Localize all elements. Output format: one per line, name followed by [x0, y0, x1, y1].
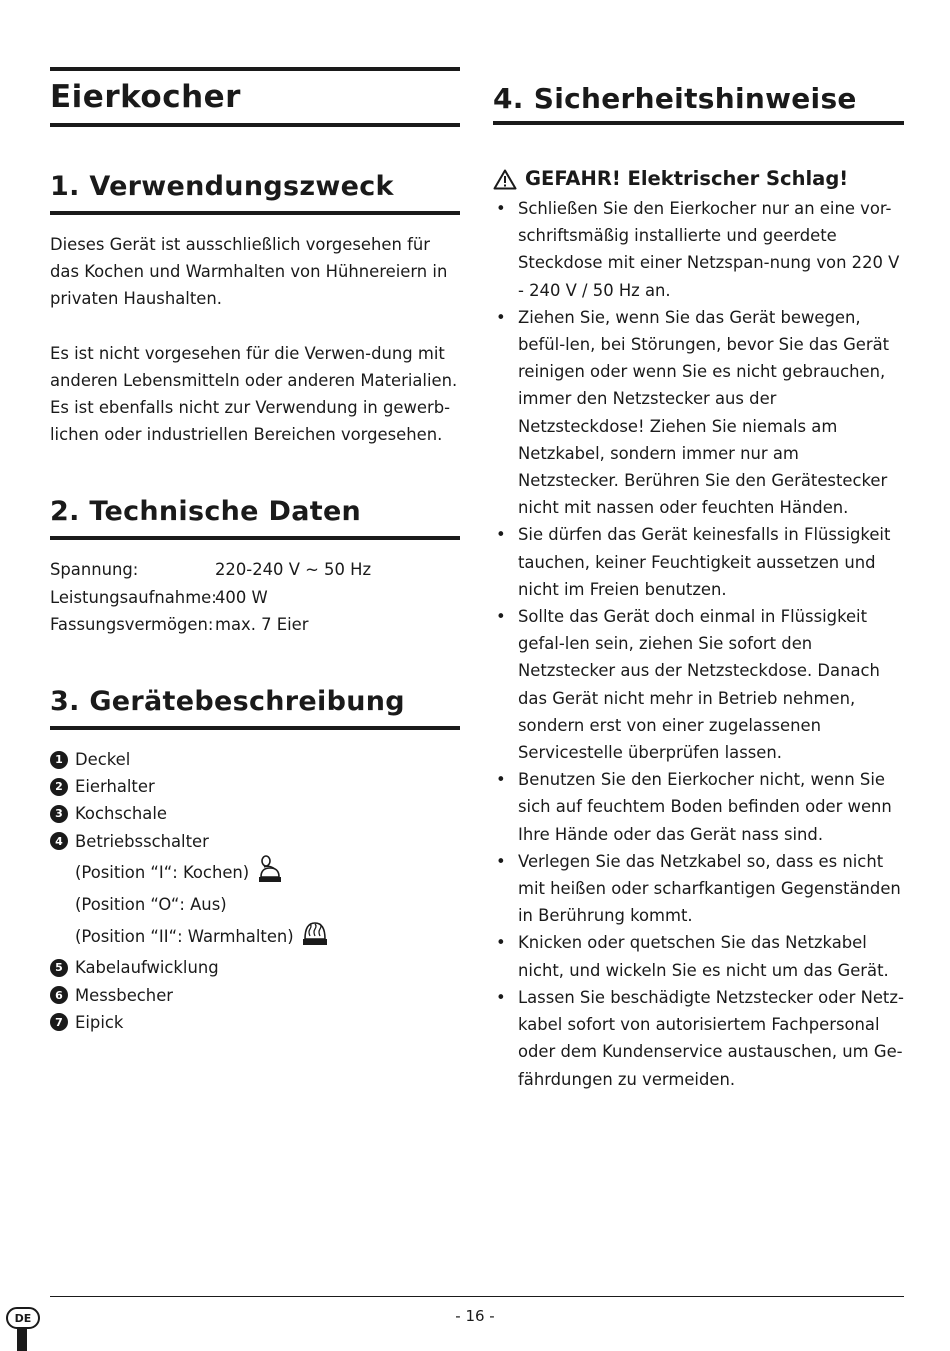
- spec-row: [50, 556, 460, 583]
- spec-label: Leistungsaufnahme:: [50, 587, 217, 607]
- section-geraetebeschreibung: [50, 684, 460, 1036]
- bullet-text: Benutzen Sie den Eierkocher nicht, wenn Sie sich auf feuchtem Boden befinden oder wenn Ihre Hände oder das Gerät nass sind.: [518, 770, 892, 844]
- bullet-text: Sollte das Gerät doch einmal in Flüssigkeit gefal-len sein, ziehen Sie sofort den Netzstecker aus der Netzsteckdose. Danach das Gerät nicht mehr in Betrieb nehmen, sondern erst von einer zugelassenen Servicestelle überprüfen lassen.: [518, 607, 880, 763]
- spec-value: 220-240 V ~ 50 Hz: [215, 560, 372, 580]
- bullet-text: Schließen Sie den Eierkocher nur an eine vor-schriftsmäßig installierte und geerdete Steckdose mit einer Netzspan-nung von 220 V - 240 V / 50 Hz an.: [518, 199, 900, 300]
- list-item: [493, 304, 904, 522]
- bullet-text: Verlegen Sie das Netzkabel so, dass es nicht mit heißen oder scharfkantigen Gegenständen in Berührung kommt.: [518, 851, 901, 926]
- number-badge: 7: [50, 1013, 68, 1031]
- bullet-text: Knicken oder quetschen Sie das Netzkabel nicht, und wickeln Sie es nicht um das Gerät.: [518, 933, 889, 980]
- warning-triangle-icon: [493, 169, 517, 190]
- footer-rule: [50, 1296, 904, 1297]
- list-item: [493, 848, 904, 930]
- list-item: [493, 929, 904, 983]
- left-column: [50, 67, 460, 1036]
- spec-row: [50, 611, 460, 638]
- list-item: [493, 195, 904, 304]
- part-label: Kochschale: [75, 804, 167, 824]
- parts-list: [50, 746, 460, 1036]
- spec-value: 400 W: [215, 587, 268, 607]
- part-label: Messbecher: [75, 985, 174, 1005]
- list-item: [50, 746, 460, 773]
- number-badge: 2: [50, 778, 68, 796]
- switch-position-cook: [50, 855, 460, 891]
- paragraph: Dieses Gerät ist ausschließlich vorgesehen für das Kochen und Warmhalten von Hühnereiern in privaten Haushalten.: [50, 235, 448, 309]
- section-heading: 1. Verwendungszweck: [50, 169, 460, 215]
- bullet-text: Lassen Sie beschädigte Netzstecker oder Netz-kabel sofort von autorisiertem Fachpersonal oder dem Kundenservice austauschen, um Ge-fährdungen zu vermeiden.: [518, 987, 904, 1089]
- spec-row: [50, 584, 460, 611]
- number-badge: 5: [50, 959, 68, 977]
- page-number: - 16 -: [455, 1307, 495, 1325]
- spec-label: Spannung:: [50, 560, 139, 580]
- list-item: [493, 521, 904, 603]
- warning-heading: [493, 165, 904, 193]
- switch-position-off: [50, 891, 460, 918]
- switch-position-label: (Position “O“: Aus): [75, 895, 227, 915]
- list-item: [493, 984, 904, 1093]
- safety-list: [493, 195, 904, 1093]
- number-badge: 3: [50, 805, 68, 823]
- warning-title: GEFAHR! Elektrischer Schlag!: [525, 167, 849, 190]
- section-technische-daten: [50, 494, 460, 638]
- list-item: [50, 828, 460, 855]
- bullet-icon: •: [496, 307, 506, 327]
- section-sicherheitshinweise: [493, 67, 904, 1093]
- language-badge: DE: [6, 1307, 40, 1329]
- bullet-icon: •: [496, 987, 506, 1007]
- document-title: Eierkocher: [50, 71, 460, 127]
- number-badge: 6: [50, 986, 68, 1004]
- section-verwendungszweck: [50, 169, 460, 448]
- list-item: [50, 954, 460, 981]
- number-badge: 4: [50, 832, 68, 850]
- bullet-icon: •: [496, 525, 506, 545]
- spec-value: max. 7 Eier: [215, 614, 309, 634]
- part-label: Eipick: [75, 1012, 124, 1032]
- section-heading: 2. Technische Daten: [50, 494, 460, 540]
- language-tab-bar: [17, 1329, 27, 1351]
- list-item: [50, 773, 460, 800]
- switch-position-label: (Position “II“: Warmhalten): [75, 926, 294, 946]
- list-item: [50, 800, 460, 827]
- part-label: Betriebsschalter: [75, 831, 209, 851]
- keep-warm-icon: [302, 918, 328, 954]
- bullet-icon: •: [496, 933, 506, 953]
- part-label: Eierhalter: [75, 777, 155, 797]
- list-item: [493, 766, 904, 848]
- egg-cooking-icon: [257, 855, 283, 891]
- number-badge: 1: [50, 751, 68, 769]
- spec-label: Fassungsvermögen:: [50, 614, 214, 634]
- bullet-text: Ziehen Sie, wenn Sie das Gerät bewegen, befül-len, bei Störungen, bevor Sie das Gerät reinigen oder wenn Sie es nicht gebrauchen, immer den Netzstecker aus der Netzsteckdose! Ziehen Sie niemals am Netzkabel, sondern immer nur am Netzstecker. Berühren Sie den Gerätestecker nicht mit nassen oder feuchten Händen.: [518, 307, 890, 518]
- list-item: [493, 603, 904, 766]
- right-column: [493, 67, 904, 1093]
- switch-position-warm: [50, 918, 460, 954]
- bullet-icon: •: [496, 607, 506, 627]
- part-label: Deckel: [75, 750, 131, 770]
- spec-table: [50, 556, 460, 638]
- switch-position-label: (Position “I“: Kochen): [75, 863, 250, 883]
- bullet-icon: •: [496, 770, 506, 790]
- section-heading: 3. Gerätebeschreibung: [50, 684, 460, 730]
- list-item: [50, 982, 460, 1009]
- section-heading: 4. Sicherheitshinweise: [493, 81, 904, 125]
- list-item: [50, 1009, 460, 1036]
- bullet-icon: •: [496, 199, 506, 218]
- paragraph: Es ist nicht vorgesehen für die Verwen-dung mit anderen Lebensmitteln oder anderen Materialien. Es ist ebenfalls nicht zur Verwendung in gewerb-lichen oder industriellen Bereichen vorgesehen.: [50, 343, 458, 445]
- bullet-text: Sie dürfen das Gerät keinesfalls in Flüssigkeit tauchen, keiner Feuchtigkeit aussetzen und nicht im Freien benutzen.: [518, 525, 891, 599]
- part-label: Kabelaufwicklung: [75, 958, 219, 978]
- bullet-icon: •: [496, 851, 506, 871]
